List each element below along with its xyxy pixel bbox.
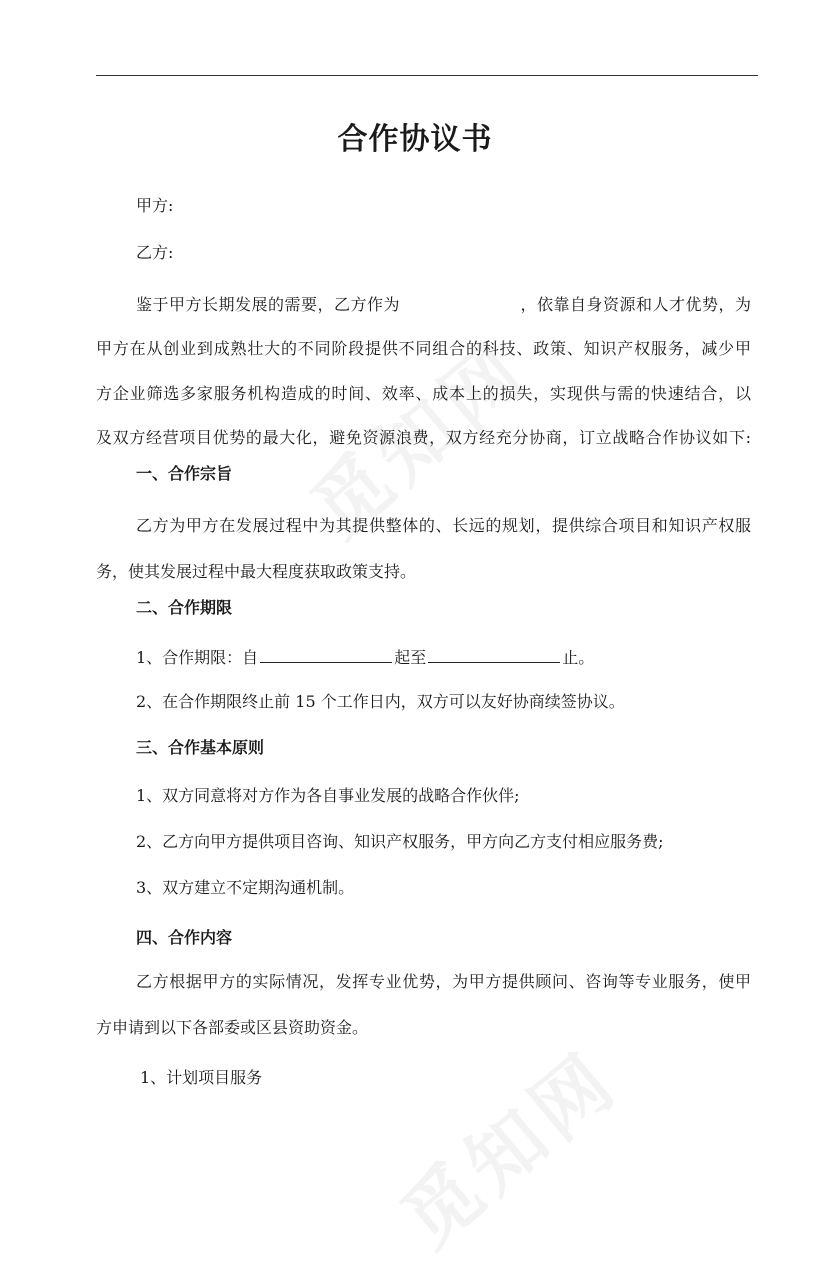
section-3-heading: 三、合作基本原则	[136, 738, 265, 757]
start-date-blank	[260, 646, 392, 663]
party-a-label: 甲方:	[136, 196, 174, 215]
intro-line-4: 及双方经营项目优势的最大化，避免资源浪费，双方经充分协商，订立战略合作协议如下:	[96, 428, 751, 447]
watermark-bottom	[374, 1022, 637, 1267]
principle-item-1: 1、双方同意将对方作为各自事业发展的战略合作伙伴;	[136, 786, 520, 805]
term-item-2: 2、在合作期限终止前 15 个工作日内，双方可以友好协商续签协议。	[136, 692, 625, 711]
intro-line-1-after: ，依靠自身资源和人才优势，为	[519, 295, 751, 314]
section-4-heading: 四、合作内容	[136, 928, 233, 947]
principle-item-2: 2、乙方向甲方提供项目咨询、知识产权服务，甲方向乙方支付相应服务费;	[136, 832, 664, 851]
intro-line-1-before: 鉴于甲方长期发展的需要，乙方作为	[136, 295, 400, 314]
section-1-line-2: 务，使其发展过程中最大程度获取政策支持。	[96, 562, 417, 581]
section-4-line-1: 乙方根据甲方的实际情况，发挥专业优势，为甲方提供顾问、咨询等专业服务，使甲	[136, 972, 751, 991]
term-item-1-mid: 起至	[394, 648, 427, 667]
section-2-heading: 二、合作期限	[136, 598, 233, 617]
intro-line-1	[136, 295, 751, 315]
section-1-heading: 一、合作宗旨	[136, 464, 233, 483]
document-title: 合作协议书	[337, 122, 493, 157]
term-item-1-suffix: 止。	[562, 648, 595, 667]
party-b-label: 乙方:	[136, 243, 174, 262]
section-1-line-1: 乙方为甲方在发展过程中为其提供整体的、长远的规划，提供综合项目和知识产权服	[136, 516, 751, 535]
content-item-1: 1、计划项目服务	[140, 1068, 263, 1087]
header-rule	[96, 75, 758, 76]
principle-item-3: 3、双方建立不定期沟通机制。	[136, 878, 355, 897]
intro-blank	[400, 296, 520, 310]
section-4-line-2: 方申请到以下各部委或区县资助资金。	[96, 1018, 369, 1037]
term-item-1	[136, 646, 594, 668]
intro-line-2: 甲方在从创业到成熟壮大的不同阶段提供不同组合的科技、政策、知识产权服务，减少甲	[96, 339, 751, 358]
term-item-1-prefix: 1、合作期限：自	[136, 648, 259, 667]
end-date-blank	[428, 646, 560, 663]
intro-line-3: 方企业筛选多家服务机构造成的时间、效率、成本上的损失，实现供与需的快速结合，以	[96, 384, 751, 403]
